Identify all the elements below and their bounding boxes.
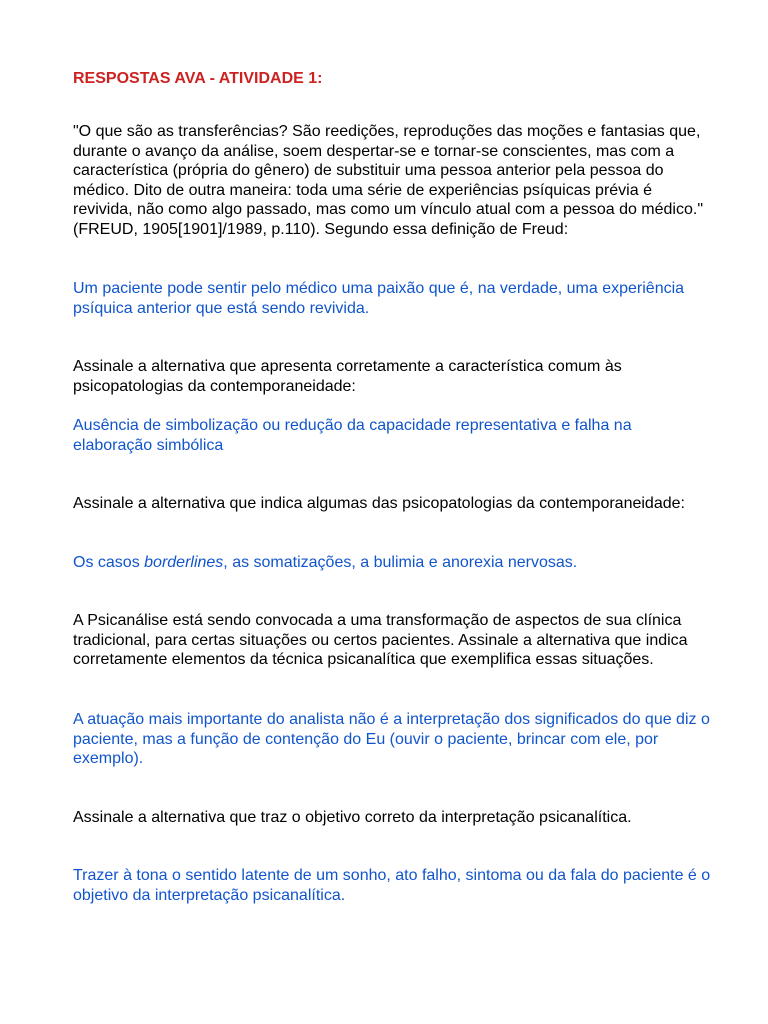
answer-3-prefix: Os casos	[73, 554, 145, 571]
answer-3-italic: borderlines	[144, 554, 224, 571]
answer-1: Um paciente pode sentir pelo médico uma paixão que é, na verdade, uma experiência psíquica anterior que está sendo revivida.	[73, 280, 685, 317]
question-5: Assinale a alternativa que traz o objetivo correto da interpretação psicanalítica.	[73, 809, 632, 826]
answer-2: Ausência de simbolização ou redução da capacidade representativa e falha na elaboração simbólica	[73, 417, 632, 454]
question-3: Assinale a alternativa que indica algumas das psicopatologias da contemporaneidade:	[73, 495, 685, 512]
answer-4: A atuação mais importante do analista não é a interpretação dos significados do que diz o paciente, mas a função de contenção do Eu (ouvir o paciente, brincar com ele, por exemplo).	[73, 711, 710, 767]
answer-3-suffix: , as somatizações, a bulimia e anorexia nervosas.	[223, 554, 578, 571]
document-title: RESPOSTAS AVA - ATIVIDADE 1:	[73, 70, 323, 87]
answer-5: Trazer à tona o sentido latente de um sonho, ato falho, sintoma ou da fala do paciente é o objetivo da interpretação psicanalítica.	[73, 867, 711, 904]
answer-3	[73, 553, 713, 573]
question-2: Assinale a alternativa que apresenta corretamente a característica comum às psicopatologias da contemporaneidade:	[73, 358, 622, 395]
question-1: "O que são as transferências? São reedições, reproduções das moções e fantasias que, durante o avanço da análise, soem despertar-se e tornar-se conscientes, mas com a característica (própria do gênero) de substituir uma pessoa anterior pela pessoa do médico. Dito de outra maneira: toda uma série de experiências psíquicas prévia é revivida, não como algo passado, mas como um vínculo atual com a pessoa do médico." (FREUD, 1905[1901]/1989, p.110). Segundo essa definição de Freud:	[73, 123, 704, 238]
question-4: A Psicanálise está sendo convocada a uma transformação de aspectos de sua clínica tradicional, para certas situações ou certos pacientes. Assinale a alternativa que indica corretamente elementos da técnica psicanalítica que exemplifica essas situações.	[73, 612, 688, 668]
